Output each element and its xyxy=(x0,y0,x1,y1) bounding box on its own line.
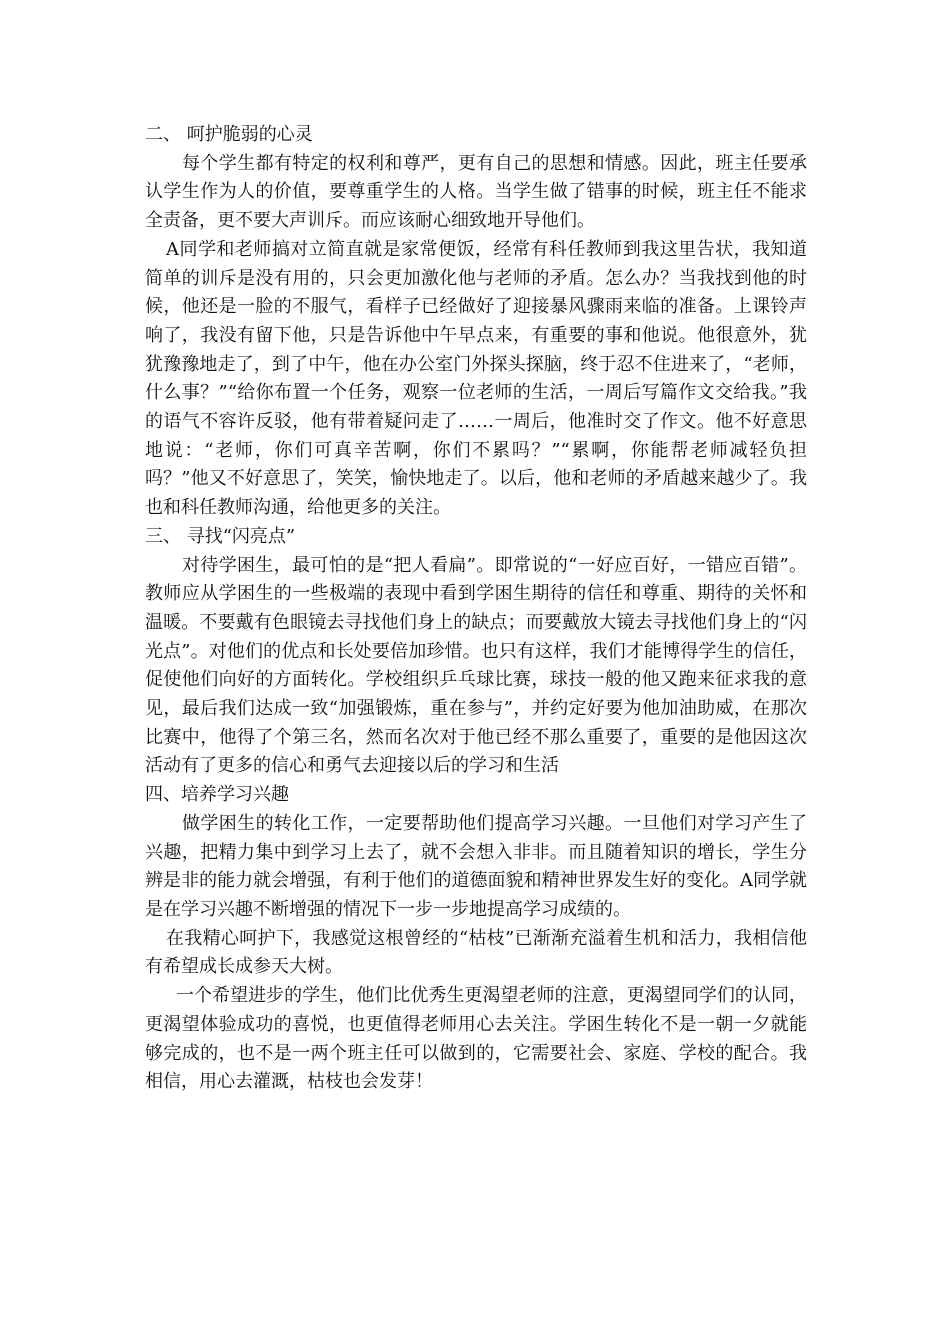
section-3-heading: 三、 寻找“闪亮点” xyxy=(145,525,296,547)
document-body xyxy=(145,121,807,1097)
closing-paragraph-2: 一个希望进步的学生，他们比优秀生更渴望老师的注意，更渴望同学们的认同，更渴望体验成功的喜悦，也更值得老师用心去关注。学困生转化不是一朝一夕就能够完成的，也不是一两个班主任可以做到的，它需要社会、家庭、学校的配合。我相信，用心去灌溉，枯枝也会发芽！ xyxy=(145,985,807,1093)
closing-paragraph-1: 在我精心呵护下，我感觉这根曾经的“枯枝”已渐渐充溢着生机和活力，我相信他有希望成长成参天大树。 xyxy=(145,927,807,978)
section-4-heading: 四、培养学习兴趣 xyxy=(145,784,289,806)
section-2-paragraph-2: A同学和老师搞对立简直就是家常便饭，经常有科任教师到我这里告状，我知道简单的训斥是没有用的，只会更加激化他与老师的矛盾。怎么办？当我找到他的时候，他还是一脸的不服气，看样子已经做好了迎接暴风骤雨来临的准备。上课铃声响了，我没有留下他，只是告诉他中午早点来，有重要的事和他说。他很意外，犹犹豫豫地走了，到了中午，他在办公室门外探头探脑，终于忍不住进来了，“老师，什么事？”“给你布置一个任务，观察一位老师的生活，一周后写篇作文交给我。”我的语气不容许反驳，他有带着疑问走了……一周后，他准时交了作文。他不好意思地说：“老师，你们可真辛苦啊，你们不累吗？”“累啊，你能帮老师减轻负担吗？”他又不好意思了，笑笑，愉快地走了。以后，他和老师的矛盾越来越少了。我也和科任教师沟通，给他更多的关注。 xyxy=(145,238,807,519)
section-2-paragraph-1: 每个学生都有特定的权利和尊严，更有自己的思想和情感。因此，班主任要承认学生作为人的价值，要尊重学生的人格。当学生做了错事的时候，班主任不能求全责备，更不要大声训斥。而应该耐心细致地开导他们。 xyxy=(145,152,807,232)
section-2-heading: 二、 呵护脆弱的心灵 xyxy=(145,124,313,145)
section-4-paragraph-1: 做学困生的转化工作，一定要帮助他们提高学习兴趣。一旦他们对学习产生了兴趣，把精力集中到学习上去了，就不会想入非非。而且随着知识的增长，学生分辨是非的能力就会增强，有利于他们的道德面貌和精神世界发生好的变化。A同学就是在学习兴趣不断增强的情况下一步一步地提高学习成绩的。 xyxy=(145,812,807,920)
section-3-paragraph-1: 对待学困生，最可怕的是“把人看扁”。即常说的“一好应百好，一错应百错”。教师应从学困生的一些极端的表现中看到学困生期待的信任和尊重、期待的关怀和温暖。不要戴有色眼镜去寻找他们身上的缺点；而要戴放大镜去寻找他们身上的“闪光点”。对他们的优点和长处要倍加珍惜。也只有这样，我们才能博得学生的信任，促使他们向好的方面转化。学校组织乒乓球比赛，球技一般的他又跑来征求我的意见，最后我们达成一致“加强锻炼，重在参与”，并约定好要为他加油助威，在那次比赛中，他得了个第三名，然而名次对于他已经不那么重要了，重要的是他因这次活动有了更多的信心和勇气去迎接以后的学习和生活 xyxy=(145,554,807,777)
